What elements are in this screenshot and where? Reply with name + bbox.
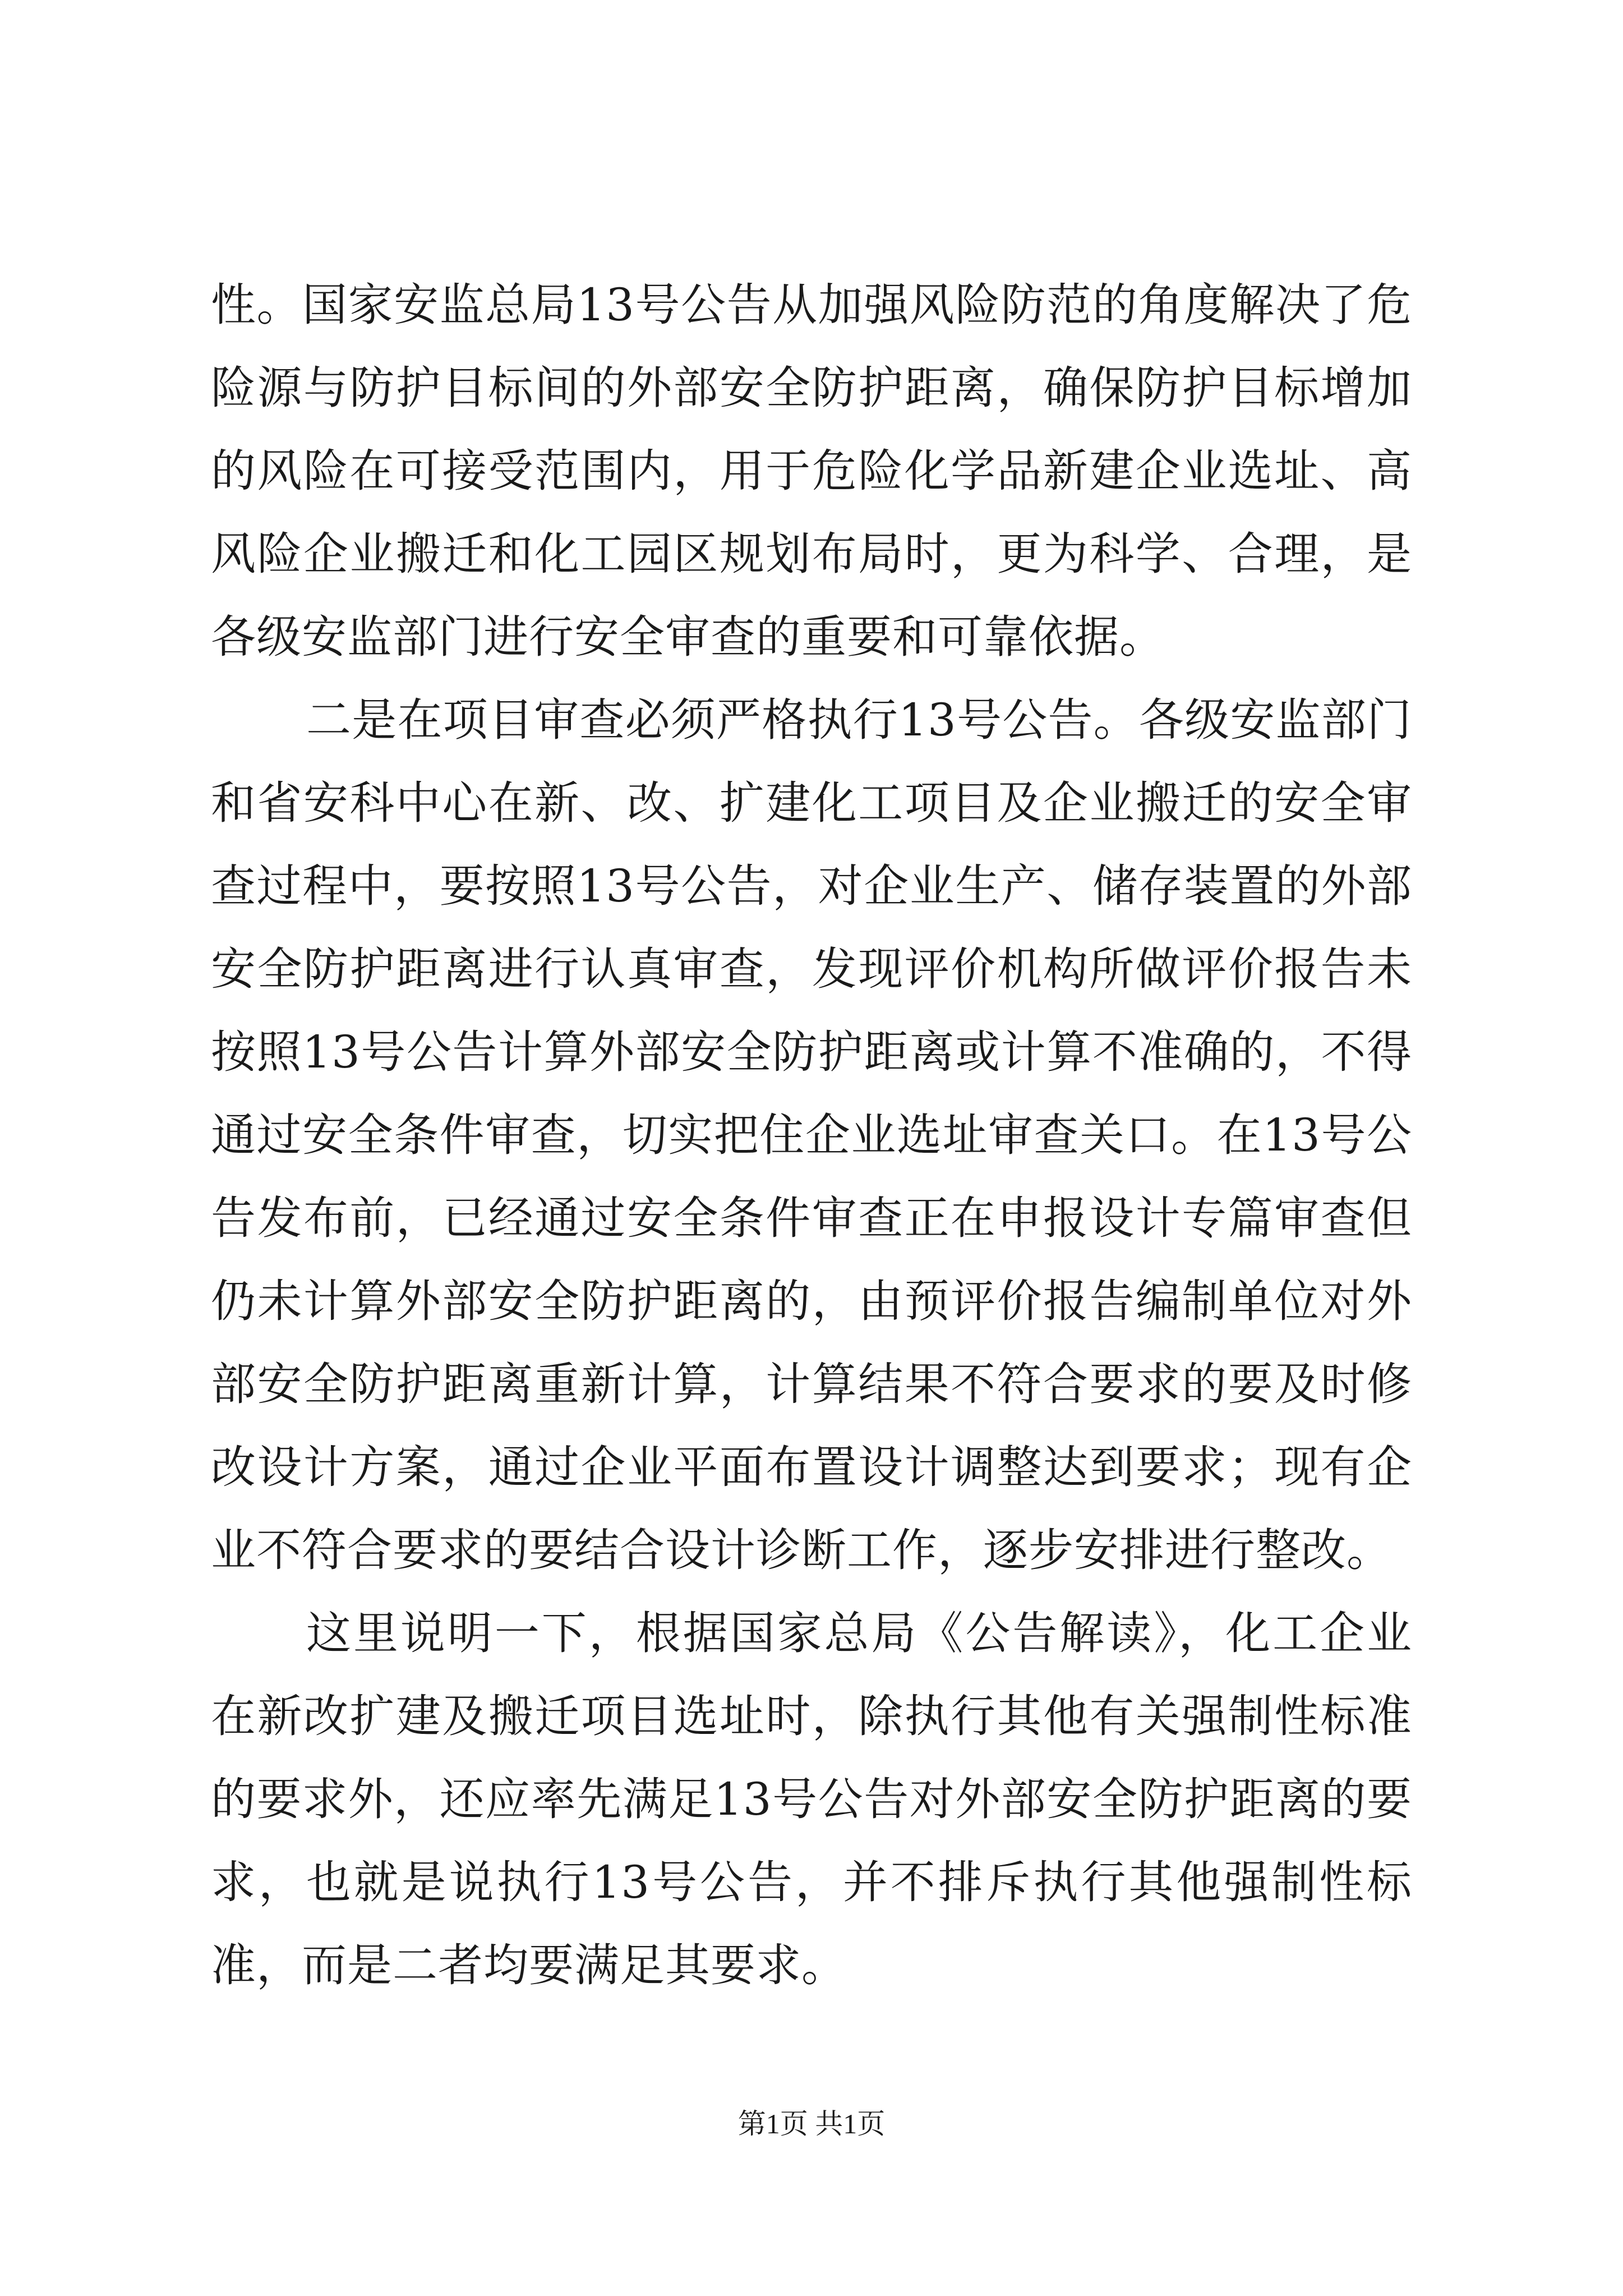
paragraph-3: 这里说明一下，根据国家总局《公告解读》，化工企业在新改扩建及搬迁项目选址时，除执行其他有关强制性标准的要求外，还应率先满足13号公告对外部安全防护距离的要求，也就是说执行13号公告，并不排斥执行其他强制性标准，而是二者均要满足其要求。 [211, 1607, 1412, 1991]
paragraph-1: 性。国家安监总局13号公告从加强风险防范的角度解决了危险源与防护目标间的外部安全防护距离，确保防护目标增加的风险在可接受范围内，用于危险化学品新建企业选址、高风险企业搬迁和化工园区规划布局时，更为科学、合理，是各级安监部门进行安全审查的重要和可靠依据。 [211, 279, 1412, 663]
document-body [211, 264, 1412, 2007]
page-number-footer: 第1页 共1页 [737, 2108, 886, 2139]
paragraph-2: 二是在项目审查必须严格执行13号公告。各级安监部门和省安科中心在新、改、扩建化工项目及企业搬迁的安全审查过程中，要按照13号公告，对企业生产、储存装置的外部安全防护距离进行认真审查，发现评价机构所做评价报告未按照13号公告计算外部安全防护距离或计算不准确的，不得通过安全条件审查，切实把住企业选址审查关口。在13号公告发布前，已经通过安全条件审查正在申报设计专篇审查但仍未计算外部安全防护距离的，由预评价报告编制单位对外部安全防护距离重新计算，计算结果不符合要求的要及时修改设计方案，通过企业平面布置设计调整达到要求；现有企业不符合要求的要结合设计诊断工作，逐步安排进行整改。 [211, 694, 1412, 1576]
